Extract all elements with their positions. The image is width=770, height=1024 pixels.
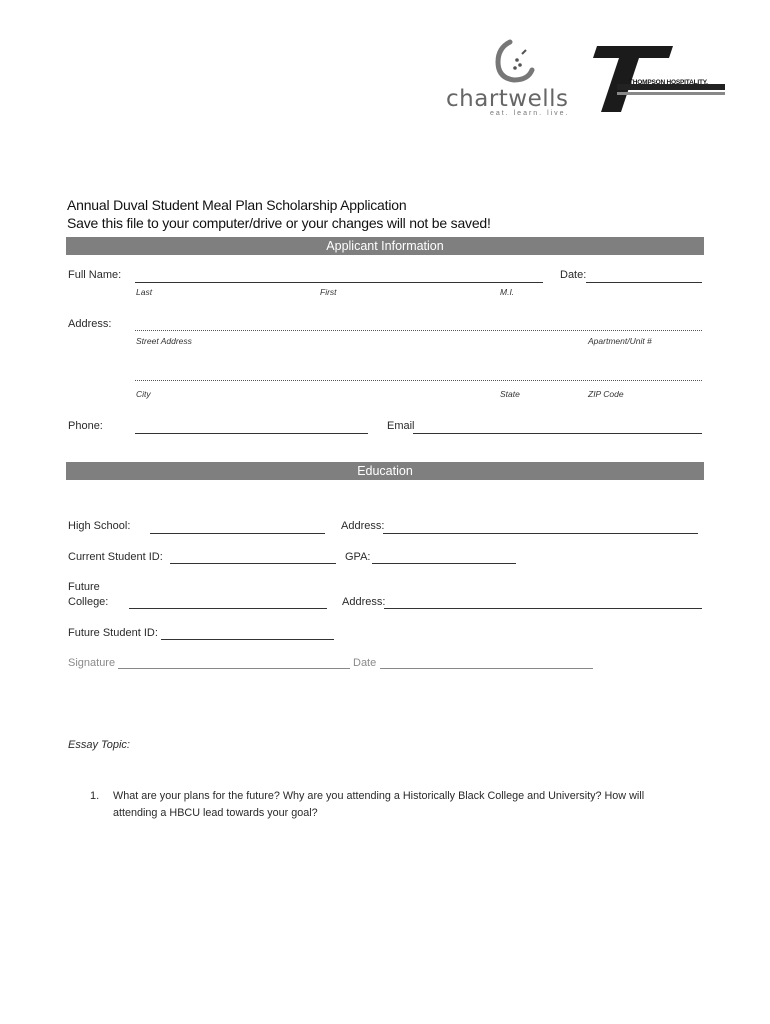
middle-initial-sublabel: M.I. <box>500 287 515 297</box>
form-title: Annual Duval Student Meal Plan Scholarship Application <box>67 197 407 213</box>
future-college-address-field[interactable] <box>384 608 702 609</box>
street-address-field[interactable] <box>135 330 702 331</box>
email-field[interactable] <box>413 433 702 434</box>
future-college-address-label: Address: <box>342 596 386 608</box>
save-warning: Save this file to your computer/drive or your changes will not be saved! <box>67 215 491 231</box>
essay-question-line2: attending a HBCU lead towards your goal? <box>113 807 318 819</box>
first-name-sublabel: First <box>320 287 337 297</box>
education-header: Education <box>66 462 704 480</box>
future-college-label-line2: College: <box>68 596 109 608</box>
future-student-id-label: Future Student ID: <box>68 627 158 639</box>
high-school-address-label: Address: <box>341 520 385 532</box>
signature-date-field[interactable] <box>380 668 593 669</box>
phone-field[interactable] <box>135 433 368 434</box>
phone-label: Phone: <box>68 420 103 432</box>
full-name-field[interactable] <box>135 282 543 283</box>
address-label: Address: <box>68 318 112 330</box>
city-sublabel: City <box>136 389 151 399</box>
last-name-sublabel: Last <box>136 287 153 297</box>
current-student-id-label: Current Student ID: <box>68 551 163 563</box>
chartwells-tagline: eat. learn. live. <box>490 110 570 117</box>
future-college-field[interactable] <box>129 608 327 609</box>
apartment-unit-sublabel: Apartment/Unit # <box>588 336 652 346</box>
thompson-wordmark: THOMPSON HOSPITALITY. <box>629 79 708 86</box>
date-field[interactable] <box>586 282 702 283</box>
essay-item-number: 1. <box>90 790 100 802</box>
future-student-id-field[interactable] <box>161 639 334 640</box>
applicant-information-header: Applicant Information <box>66 237 704 255</box>
high-school-field[interactable] <box>150 533 325 534</box>
email-label: Email <box>387 420 415 432</box>
signature-date-label: Date <box>353 657 377 669</box>
chartwells-wordmark: chartwells <box>446 86 569 112</box>
full-name-label: Full Name: <box>68 269 122 281</box>
street-address-sublabel: Street Address <box>136 336 192 346</box>
gpa-label: GPA: <box>345 551 371 563</box>
signature-label: Signature <box>68 657 116 669</box>
signature-field[interactable] <box>118 668 350 669</box>
zip-code-sublabel: ZIP Code <box>588 389 624 399</box>
essay-topic-label: Essay Topic: <box>68 739 130 751</box>
high-school-address-field[interactable] <box>383 533 698 534</box>
date-label: Date: <box>560 269 587 281</box>
state-sublabel: State <box>500 389 520 399</box>
thompson-hospitality-logo <box>589 44 725 114</box>
current-student-id-field[interactable] <box>170 563 336 564</box>
city-state-zip-field[interactable] <box>135 380 702 381</box>
high-school-label: High School: <box>68 520 131 532</box>
future-college-label-line1: Future <box>68 581 100 593</box>
chartwells-logo <box>440 38 585 120</box>
gpa-field[interactable] <box>372 563 516 564</box>
essay-question-line1: What are your plans for the future? Why are you attending a Historically Black College and University? How will <box>113 790 645 802</box>
